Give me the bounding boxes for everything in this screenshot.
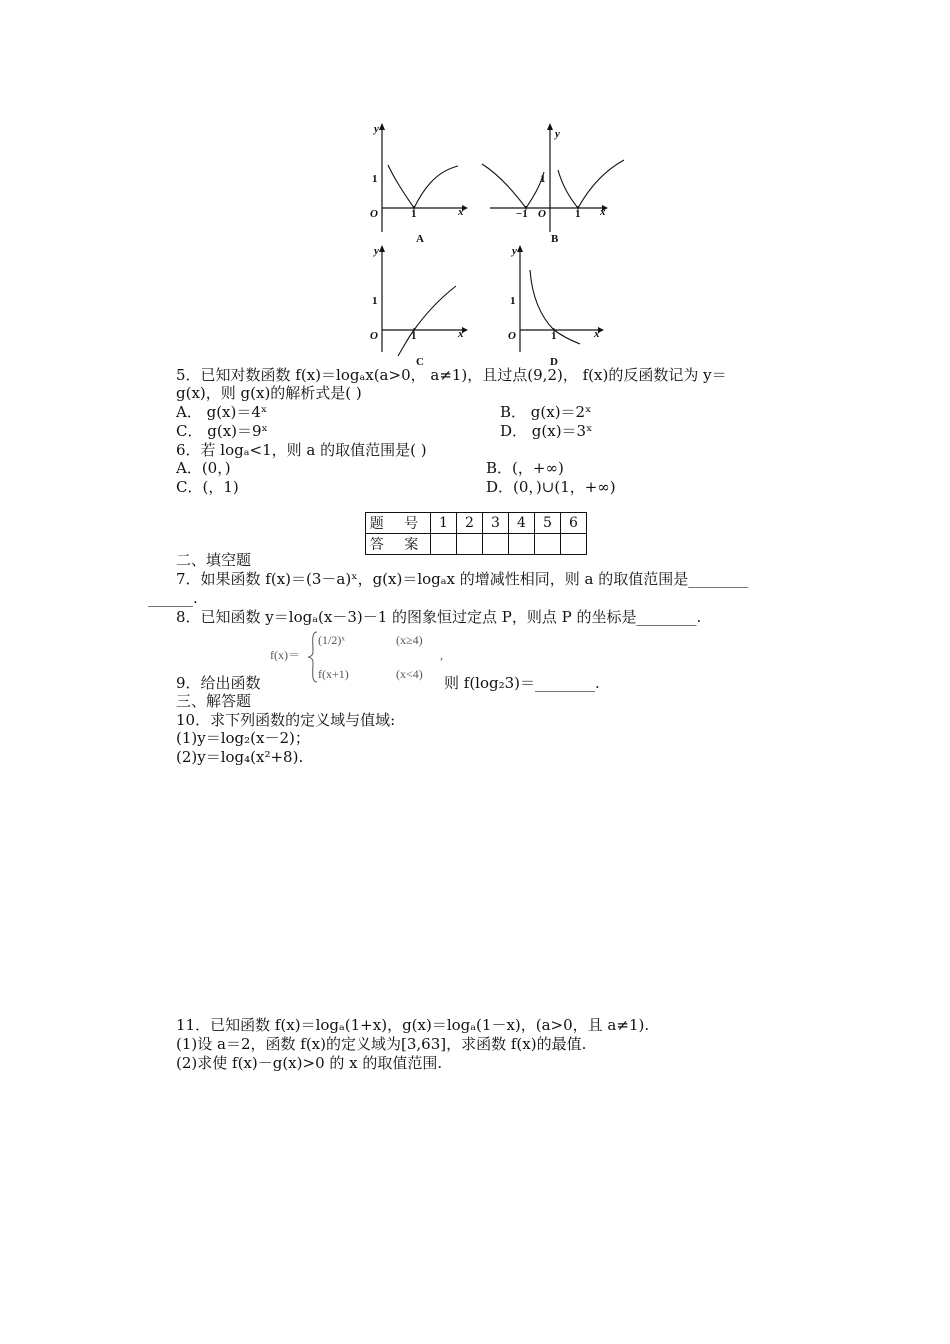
answer-table-num-6: 6 bbox=[561, 513, 587, 534]
q9-fx: f(x)＝ bbox=[270, 648, 300, 662]
graph-d-y-label: y bbox=[512, 245, 517, 257]
q6-stem: 6．若 logₐ<1，则 a 的取值范围是( ) bbox=[176, 441, 427, 459]
answer-cell-6[interactable] bbox=[561, 534, 587, 555]
q7-line1: 7．如果函数 f(x)＝(3－a)ˣ，g(x)＝logₐx 的增减性相同，则 a 的取值范围是________ bbox=[176, 570, 749, 588]
q6-option-a: A．(0，) bbox=[176, 459, 231, 477]
q6-option-b: B．(，+∞) bbox=[486, 459, 564, 477]
graph-b bbox=[478, 120, 628, 250]
graph-c-y-label: y bbox=[374, 245, 379, 257]
graph-a bbox=[360, 120, 470, 250]
q11-part2: (2)求使 f(x)－g(x)>0 的 x 的取值范围. bbox=[176, 1054, 443, 1072]
graph-d-caption: D bbox=[550, 356, 558, 368]
answer-cell-5[interactable] bbox=[535, 534, 561, 555]
graph-d-origin: O bbox=[508, 330, 516, 342]
q5-line2: g(x)，则 g(x)的解析式是( ) bbox=[176, 384, 362, 402]
graph-c-y-one: 1 bbox=[372, 295, 378, 307]
graph-a-origin: O bbox=[370, 208, 378, 220]
answer-table-num-1: 1 bbox=[431, 513, 457, 534]
graph-b-x-one: 1 bbox=[575, 208, 581, 220]
q6-option-d: D．(0，)∪(1，+∞) bbox=[486, 478, 616, 496]
graph-c-x-label: x bbox=[458, 328, 464, 340]
answer-table-header-answer: 答 案 bbox=[366, 534, 431, 555]
answer-table-num-3: 3 bbox=[483, 513, 509, 534]
answer-cell-1[interactable] bbox=[431, 534, 457, 555]
answer-table-num-4: 4 bbox=[509, 513, 535, 534]
graph-d-x-one: 1 bbox=[551, 330, 557, 342]
q5-line1: 5．已知对数函数 f(x)＝logₐx(a>0， a≠1)，且过点(9,2)， f(x)的反函数记为 y＝ bbox=[176, 366, 727, 384]
graph-c-origin: O bbox=[370, 330, 378, 342]
answer-table bbox=[365, 512, 587, 555]
answer-cell-3[interactable] bbox=[483, 534, 509, 555]
graph-a-x-one: 1 bbox=[411, 208, 417, 220]
section-solve-heading: 三、解答题 bbox=[176, 692, 252, 710]
q9-lead: 9．给出函数 bbox=[176, 674, 261, 692]
answer-table-num-2: 2 bbox=[457, 513, 483, 534]
graph-b-x-neg-one: −1 bbox=[516, 208, 528, 220]
q8-text: 8．已知函数 y＝logₐ(x－3)－1 的图象恒过定点 P，则点 P 的坐标是________. bbox=[176, 608, 702, 626]
q9-case2: f(x+1) bbox=[318, 667, 349, 681]
q5-option-d: D． g(x)＝3ˣ bbox=[500, 422, 593, 440]
answer-cell-2[interactable] bbox=[457, 534, 483, 555]
graph-c-x-one: 1 bbox=[411, 330, 417, 342]
q9-case1: (1/2)ˣ bbox=[318, 633, 345, 647]
graph-c-caption: C bbox=[416, 356, 424, 368]
q10-part2: (2)y＝log₄(x²+8). bbox=[176, 748, 304, 766]
q7-line2: ______. bbox=[148, 589, 198, 607]
answer-table-num-5: 5 bbox=[535, 513, 561, 534]
q11-stem: 11．已知函数 f(x)＝logₐ(1+x)，g(x)＝logₐ(1－x)，(a>0，且 a≠1). bbox=[176, 1016, 650, 1034]
graph-a-y-label: y bbox=[374, 123, 379, 135]
graph-d-x-label: x bbox=[594, 328, 600, 340]
q5-option-a: A． g(x)＝4ˣ bbox=[176, 403, 268, 421]
q11-part1: (1)设 a＝2，函数 f(x)的定义域为[3,63]，求函数 f(x)的最值. bbox=[176, 1035, 587, 1053]
answer-cell-4[interactable] bbox=[509, 534, 535, 555]
graph-a-x-label: x bbox=[458, 206, 464, 218]
q9-cond1: (x≥4) bbox=[396, 633, 423, 647]
graph-b-x-label: x bbox=[600, 206, 606, 218]
q6-option-c: C．(，1) bbox=[176, 478, 239, 496]
answer-table-number-row bbox=[366, 513, 587, 534]
graph-b-origin: O bbox=[538, 208, 546, 220]
graph-a-caption: A bbox=[416, 233, 424, 245]
graph-b-y-label: y bbox=[555, 128, 560, 140]
graph-d bbox=[500, 240, 610, 370]
q9-cond2: (x<4) bbox=[396, 667, 423, 681]
graph-a-y-one: 1 bbox=[372, 173, 378, 185]
q10-part1: (1)y＝log₂(x－2)； bbox=[176, 729, 310, 747]
graph-b-y-one: 1 bbox=[540, 173, 546, 185]
q9-tail: 则 f(log₂3)＝________. bbox=[444, 674, 600, 692]
answer-table-answer-row bbox=[366, 534, 587, 555]
q10-stem: 10．求下列函数的定义域与值域: bbox=[176, 711, 396, 729]
q5-option-c: C． g(x)＝9ˣ bbox=[176, 422, 268, 440]
graph-c bbox=[360, 240, 470, 370]
answer-table-header-number: 题 号 bbox=[366, 513, 431, 534]
section-fill-in-heading: 二、填空题 bbox=[176, 551, 252, 569]
graph-b-caption: B bbox=[551, 233, 559, 245]
q9-comma: , bbox=[440, 648, 443, 662]
graph-d-y-one: 1 bbox=[510, 295, 516, 307]
q5-option-b: B． g(x)＝2ˣ bbox=[500, 403, 592, 421]
